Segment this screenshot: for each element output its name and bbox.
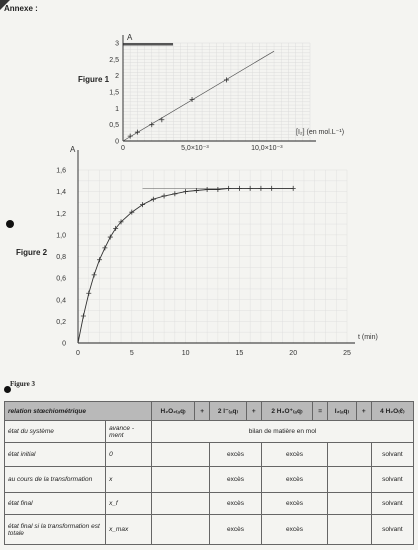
- eq-term: H₂O₂₍ₐq₎: [152, 402, 195, 421]
- annexe-heading: Annexe :: [4, 4, 38, 13]
- table-cell: solvant: [371, 493, 413, 515]
- y-tick-label: 2: [115, 73, 119, 81]
- eq-op: +: [195, 402, 210, 421]
- data-point: [248, 186, 253, 191]
- figure2-axes: [78, 150, 355, 343]
- data-point: [151, 197, 156, 202]
- table-row: [5, 515, 414, 545]
- stoichiometry-table: [4, 401, 414, 545]
- table-cell-etat: état final: [5, 493, 106, 515]
- y-tick-label: 2,5: [109, 56, 119, 64]
- trend-line: [123, 51, 274, 141]
- data-point: [269, 186, 274, 191]
- table-cell: excès: [210, 443, 262, 467]
- table-cell: solvant: [371, 515, 413, 545]
- figure1-yticks: [109, 41, 119, 146]
- eq-op: +: [356, 402, 371, 421]
- data-point: [86, 291, 91, 296]
- table-cell-etat: état final si la transformation est totale: [5, 515, 106, 545]
- x-tick-label: 5: [129, 350, 134, 357]
- figure2-axis-x: t (min): [358, 334, 378, 341]
- table-cell: [328, 493, 372, 515]
- y-tick-label: 0,5: [109, 122, 119, 130]
- table-cell-avancement: x: [106, 467, 152, 493]
- data-point: [291, 186, 296, 191]
- table-cell: [328, 467, 372, 493]
- table-row: [5, 421, 414, 443]
- table-cell: [328, 443, 372, 467]
- table-cell: [152, 467, 210, 493]
- x-tick-label: 15: [235, 350, 244, 357]
- y-tick-label: 1,2: [56, 210, 66, 218]
- data-point: [97, 257, 102, 262]
- table-cell-avancement: x_max: [106, 515, 152, 545]
- y-tick-label: 1,4: [56, 189, 66, 197]
- eq-term: I₂₍ₐq₎: [328, 402, 357, 421]
- table-cell: excès: [210, 467, 262, 493]
- figure2-label: Figure 2: [16, 248, 48, 257]
- table-cell: [152, 443, 210, 467]
- eq-term: 2 I⁻₍ₐq₎: [210, 402, 247, 421]
- y-tick-label: 1,0: [56, 232, 66, 240]
- y-tick-label: 0: [62, 340, 66, 348]
- figure1-axis-x: [I₂] (en mol.L⁻¹): [296, 129, 345, 136]
- data-point: [108, 235, 113, 240]
- table-cell: solvant: [371, 467, 413, 493]
- bullet-dot: [6, 220, 14, 228]
- data-point: [162, 193, 167, 198]
- eq-term: 4 H₂O₍ℓ₎: [371, 402, 413, 421]
- data-point: [183, 189, 188, 194]
- x-tick-label: 10,0×10⁻³: [251, 145, 283, 152]
- figure3-label: Figure 3: [10, 380, 35, 388]
- table-cell: [152, 493, 210, 515]
- table-cell-etat: état du système: [5, 421, 106, 443]
- table-row: [5, 443, 414, 467]
- eq-op: +: [246, 402, 261, 421]
- eq-term: 2 H₃O⁺₍ₐq₎: [261, 402, 312, 421]
- table-cell: excès: [261, 515, 327, 545]
- table-header-row: [5, 402, 414, 421]
- data-point: [226, 186, 231, 191]
- y-tick-label: 0,4: [56, 297, 66, 305]
- figure2-points: [81, 186, 296, 319]
- table-cell: excès: [261, 467, 327, 493]
- y-tick-label: 0,6: [56, 275, 66, 283]
- figure2-axis-a: A: [70, 145, 76, 154]
- table-cell-etat: état initial: [5, 443, 106, 467]
- data-point: [135, 130, 140, 135]
- figure2-yticks: [56, 168, 66, 348]
- figure1-label: Figure 1: [78, 75, 110, 84]
- table-cell: excès: [261, 493, 327, 515]
- figure1-grid: [123, 43, 310, 141]
- figure2-chart: [50, 140, 410, 370]
- data-point: [258, 186, 263, 191]
- x-tick-label: 5,0×10⁻³: [181, 145, 209, 152]
- data-point: [205, 187, 210, 192]
- x-tick-label: 20: [289, 350, 298, 357]
- figure2-xticks: [76, 350, 351, 357]
- y-tick-label: 0: [115, 138, 119, 146]
- data-point: [215, 187, 220, 192]
- data-point: [194, 188, 199, 193]
- x-tick-label: 0: [76, 350, 80, 357]
- table-cell-avancement: x_f: [106, 493, 152, 515]
- data-point: [81, 313, 86, 318]
- figure1-axis-a: A: [127, 33, 133, 42]
- y-tick-label: 1,5: [109, 89, 119, 97]
- data-point: [237, 186, 242, 191]
- table-cell: [328, 515, 372, 545]
- table-row: [5, 467, 414, 493]
- y-tick-label: 0,2: [56, 318, 66, 326]
- table-header-left: relation stœchiométrique: [5, 402, 152, 421]
- y-tick-label: 1: [115, 105, 119, 113]
- x-tick-label: 0: [121, 145, 125, 152]
- table-cell-avancement: 0: [106, 443, 152, 467]
- table-cell-bilan: bilan de matière en mol: [152, 421, 414, 443]
- data-point: [102, 245, 107, 250]
- table-cell: [152, 515, 210, 545]
- table-cell: excès: [210, 493, 262, 515]
- table-cell-avancement: avance -ment: [106, 421, 152, 443]
- data-point: [172, 191, 177, 196]
- eq-op: =: [313, 402, 328, 421]
- data-point: [92, 272, 97, 277]
- table-row: [5, 493, 414, 515]
- figure2-grid: [78, 170, 347, 343]
- y-tick-label: 0,8: [56, 254, 66, 261]
- x-tick-label: 10: [181, 350, 190, 357]
- table-cell: excès: [261, 443, 327, 467]
- table-cell: excès: [210, 515, 262, 545]
- shaded-band: [123, 43, 173, 46]
- table-cell-etat: au cours de la transformation: [5, 467, 106, 493]
- x-tick-label: 25: [343, 350, 351, 357]
- y-tick-label: 1,6: [56, 167, 66, 175]
- table-cell: solvant: [371, 443, 413, 467]
- y-tick-label: 3: [115, 40, 119, 48]
- figure1-trendline: [123, 51, 274, 141]
